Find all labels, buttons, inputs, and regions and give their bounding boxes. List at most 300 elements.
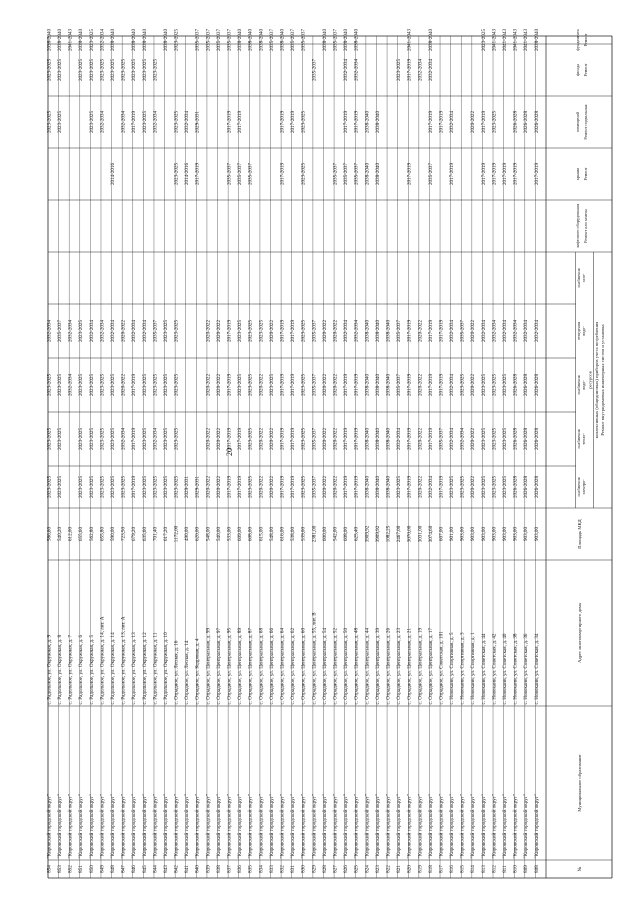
- foundation-cell: 2023-2025: [480, 28, 487, 52]
- address-cell: с. Отрадное, ул. Центральная, д. 54: [321, 627, 328, 705]
- heat-cell: 2026-2028: [533, 427, 540, 451]
- sewer-cell: 2032-2034: [512, 319, 519, 343]
- area-cell: 903,00: [480, 526, 487, 542]
- foundation-cell: 2038-2040: [162, 28, 169, 52]
- facade-cell: 2023-2025: [88, 58, 95, 82]
- foundation-cell: 2035-2037: [226, 28, 233, 52]
- municipality-cell: "Кировский городской округ": [120, 794, 127, 859]
- foundation-cell: 2023-2025: [88, 28, 95, 52]
- sewer-cell: 2032-2034: [343, 319, 350, 343]
- municipality-cell: "Кировский городской округ": [470, 794, 477, 859]
- water-cell: 2026-2028: [533, 373, 540, 397]
- address-cell: с. Радольное, ул. Окружная, д. 10: [162, 632, 169, 705]
- heat-cell: 2017-2019: [131, 427, 138, 451]
- sewer-cell: 2035-2037: [459, 319, 466, 343]
- address-cell: с. Радольное, ул. Окружная, д. 6: [78, 634, 85, 705]
- electric-cell: 2020-2022: [417, 475, 424, 499]
- row-number: 811: [502, 865, 509, 873]
- foundation-cell: 2035-2037: [290, 28, 297, 52]
- address-cell: с. Радольное, ул. Окружная, д. 13, лит. А: [120, 616, 127, 705]
- electric-cell: 2035-2037: [311, 475, 318, 499]
- water-cell: 2023-2025: [56, 373, 63, 397]
- heat-cell: 2017-2019: [237, 427, 244, 451]
- header-electric: снабжения: [575, 477, 581, 497]
- foundation-cell: 2038-2040: [56, 28, 63, 52]
- area-cell: 600,00: [321, 526, 328, 542]
- heat-cell: 2020-2022: [470, 427, 477, 451]
- municipality-cell: "Кировский городской округ": [459, 794, 466, 859]
- municipality-cell: "Кировский городской округ": [56, 794, 63, 859]
- facade-cell: 2023-2025: [99, 58, 106, 82]
- roof-cell: 2035-2037: [237, 162, 244, 186]
- foundation-cell: 2038-2040: [78, 28, 85, 52]
- sewer-cell: 2017-2019: [438, 319, 445, 343]
- basement-cell: 2017-2019: [427, 110, 434, 134]
- municipality-cell: "Кировский городской округ": [226, 794, 233, 859]
- water-cell: 2020-2022: [332, 373, 339, 397]
- electric-cell: 2017-2019: [290, 475, 297, 499]
- facade-cell: 2035-2037: [311, 58, 318, 82]
- roof-cell: 2017-2019: [533, 162, 540, 186]
- row-number: 834: [258, 865, 265, 873]
- address-cell: с. Радольное, ул. Окружная, д. 14, лит. А: [99, 616, 106, 705]
- electric-cell: 2017-2019: [438, 475, 445, 499]
- roof-cell: 2035-2037: [226, 162, 233, 186]
- basement-cell: 2026-2028: [523, 110, 530, 134]
- area-cell: 901,00: [449, 526, 456, 542]
- electric-cell: 2023-2025: [99, 475, 106, 499]
- sewer-cell: 2032-2034: [109, 319, 116, 343]
- heat-cell: 2020-2022: [215, 427, 222, 451]
- address-cell: с. Отрадное, ул. Центральная, д. 17: [427, 627, 434, 705]
- area-cell: 542,00: [332, 526, 339, 542]
- header-water: водо-: [580, 380, 586, 390]
- water-cell: 2038-2040: [364, 373, 371, 397]
- water-cell: 2020-2022: [215, 373, 222, 397]
- basement-cell: 2017-2019: [438, 110, 445, 134]
- row-number: 815: [459, 865, 466, 873]
- sewer-cell: 2032-2034: [141, 319, 148, 343]
- foundation-cell: 2038-2040: [427, 28, 434, 52]
- row-number: 809: [523, 865, 530, 873]
- municipality-cell: "Кировский городской округ": [247, 794, 254, 859]
- heat-cell: 2017-2019: [279, 427, 286, 451]
- header-municipality: Муниципальное образование: [577, 754, 582, 812]
- roof-cell: 2014-2016: [109, 162, 116, 186]
- foundation-cell: 2038-2040: [131, 28, 138, 52]
- electric-cell: 2017-2019: [226, 475, 233, 499]
- address-cell: с. Новокаин, ул. Советская, д. 42: [491, 633, 498, 705]
- address-cell: с. Отрадное, ул. Центральная, д. 87: [247, 627, 254, 705]
- row-number: 824: [364, 865, 371, 873]
- water-cell: 2020-2022: [417, 373, 424, 397]
- water-cell: 2020-2022: [258, 373, 265, 397]
- address-cell: с. Отрадное, ул. Центральная, д. 95: [226, 627, 233, 705]
- row-number: 831: [290, 865, 297, 873]
- municipality-cell: "Кировский городской округ": [290, 794, 297, 859]
- municipality-cell: "Кировский городской округ": [131, 794, 138, 859]
- foundation-cell: 2038-2040: [247, 28, 254, 52]
- facade-cell: 2023-2025: [46, 58, 53, 82]
- row-number: 839: [205, 865, 212, 873]
- basement-cell: 2038-2040: [364, 110, 371, 134]
- sewer-cell: 2035-2037: [56, 319, 63, 343]
- sewer-cell: 2032-2034: [491, 319, 498, 343]
- row-number: 828: [321, 865, 328, 873]
- electric-cell: 2020-2022: [332, 475, 339, 499]
- water-cell: 2023-2025: [152, 373, 159, 397]
- roof-cell: 2017-2019: [512, 162, 519, 186]
- electric-cell: 2023-2025: [459, 475, 466, 499]
- area-cell: 903,00: [512, 526, 519, 542]
- sewer-cell: 2020-2022: [268, 319, 275, 343]
- area-cell: 490,00: [184, 526, 191, 542]
- area-cell: 533,00: [226, 526, 233, 542]
- row-number: 838: [215, 865, 222, 873]
- sewer-cell: 2032-2034: [502, 319, 509, 343]
- area-cell: 538,00: [290, 526, 297, 542]
- foundation-cell: 2041-2043: [491, 28, 498, 52]
- electric-cell: 2023-2025: [173, 475, 180, 499]
- address-cell: с. Отрадное, ул. Центральная, д. 26: [385, 627, 392, 705]
- row-number: 850: [88, 865, 95, 873]
- water-cell: 2020-2022: [321, 373, 328, 397]
- address-cell: с. Радольное, ул. Окружная, д. 8: [56, 634, 63, 705]
- basement-cell: 2017-2019: [237, 110, 244, 134]
- sewer-cell: 2038-2040: [385, 319, 392, 343]
- municipality-cell: "Кировский городской округ": [353, 794, 360, 859]
- electric-cell: 2023-2025: [502, 475, 509, 499]
- basement-cell: 2038-2040: [374, 110, 381, 134]
- address-cell: с. Отрадное, ул. Центральная, д. 44: [364, 627, 371, 705]
- sewer-cell: 2023-2025: [237, 319, 244, 343]
- municipality-cell: "Кировский городской округ": [205, 794, 212, 859]
- water-cell: 2017-2019: [406, 373, 413, 397]
- municipality-cell: "Кировский городской округ": [364, 794, 371, 859]
- water-cell: 2017-2019: [427, 373, 434, 397]
- water-cell: 2017-2019: [353, 373, 360, 397]
- facade-cell: 2023-2025: [152, 58, 159, 82]
- electric-cell: 2023-2025: [88, 475, 95, 499]
- municipality-cell: "Кировский городской округ": [184, 794, 191, 859]
- row-number: 847: [120, 865, 127, 873]
- header-repair-group: Ремонт внутридомовых инженерных систем и установка: [600, 324, 605, 436]
- heat-cell: 2017-2019: [427, 427, 434, 451]
- municipality-cell: "Кировский городской округ": [279, 794, 286, 859]
- sewer-cell: 2032-2034: [449, 319, 456, 343]
- sewer-cell: 2017-2019: [290, 319, 297, 343]
- water-cell: 2020-2022: [120, 373, 127, 397]
- address-cell: с. Радольное, ул. Окружная, д. 13: [131, 632, 138, 705]
- header-roof: Ремонт: [583, 167, 588, 181]
- electric-cell: 2023-2025: [396, 475, 403, 499]
- area-cell: 679,20: [131, 526, 138, 542]
- roof-cell: 2017-2019: [194, 162, 201, 186]
- sewer-cell: 2020-2022: [417, 319, 424, 343]
- address-cell: с. Отрадное, ул. Советская, д. 101: [438, 631, 445, 705]
- sewer-cell: 2017-2019: [406, 319, 413, 343]
- foundation-cell: 2035-2037: [215, 28, 222, 52]
- sewer-cell: 2032-2034: [99, 319, 106, 343]
- address-cell: с. Радольное, ул. Окружная, д. 5: [88, 634, 95, 705]
- water-cell: 2032-2034: [67, 373, 74, 397]
- address-cell: с. Отрадное, ул. Центральная, д. 68: [258, 627, 265, 705]
- address-cell: с. Радольное, ул. Окружная, д. 12: [141, 632, 148, 705]
- municipality-cell: "Кировский городской округ": [194, 794, 201, 859]
- municipality-cell: "Кировский городской округ": [300, 794, 307, 859]
- heat-cell: 2032-2034: [120, 427, 127, 451]
- facade-cell: 2023-2025: [131, 58, 138, 82]
- address-cell: с. Новокаин, ул. Спортивная, д. 1: [470, 632, 477, 705]
- municipality-cell: "Кировский городской округ": [512, 794, 519, 859]
- page-number: 20: [225, 448, 234, 456]
- municipality-cell: "Кировский городской округ": [417, 794, 424, 859]
- facade-cell: 2023-2025: [120, 58, 127, 82]
- electric-cell: 2020-2022: [268, 475, 275, 499]
- sewer-cell: 2035-2037: [311, 319, 318, 343]
- heat-cell: 2035-2037: [438, 427, 445, 451]
- area-cell: 540,00: [215, 526, 222, 542]
- address-cell: с. Отрадное, ул. Центральная, д. 99: [205, 627, 212, 705]
- heat-cell: 2032-2034: [459, 427, 466, 451]
- header-gas: газо-: [580, 273, 586, 283]
- sewer-cell: 2017-2019: [427, 319, 434, 343]
- sewer-cell: 2032-2034: [533, 319, 540, 343]
- heat-cell: 2017-2019: [343, 427, 350, 451]
- row-number: 826: [343, 865, 350, 873]
- heat-cell: 2038-2040: [374, 427, 381, 451]
- sewer-cell: 2020-2022: [215, 319, 222, 343]
- municipality-cell: "Кировский городской округ": [523, 794, 530, 859]
- header-address: Адрес многоквартирного дома: [577, 603, 582, 663]
- water-cell: 2017-2019: [438, 373, 445, 397]
- basement-cell: 2017-2019: [131, 110, 138, 134]
- area-cell: 903,00: [502, 526, 509, 542]
- water-cell: 2017-2019: [279, 373, 286, 397]
- row-number: 812: [491, 865, 498, 873]
- heat-cell: 2023-2025: [491, 427, 498, 451]
- row-number: 852: [67, 865, 74, 873]
- municipality-cell: "Кировский городской округ": [162, 794, 169, 859]
- area-cell: 586,60: [46, 526, 53, 542]
- facade-cell: 2023-2025: [396, 58, 403, 82]
- row-number: 819: [417, 865, 424, 873]
- water-cell: 2023-2025: [88, 373, 95, 397]
- foundation-cell: 2041-2043: [523, 28, 530, 52]
- electric-cell: 2020-2022: [321, 475, 328, 499]
- heat-cell: 2020-2022: [205, 427, 212, 451]
- basement-cell: 2032-2034: [152, 110, 159, 134]
- electric-cell: 2029-2031: [194, 475, 201, 499]
- water-cell: 2023-2025: [141, 373, 148, 397]
- electric-cell: 2023-2025: [152, 475, 159, 499]
- water-cell: 2020-2022: [205, 373, 212, 397]
- row-number: 808: [533, 865, 540, 873]
- municipality-cell: "Кировский городской округ": [141, 794, 148, 859]
- roof-cell: 2017-2019: [279, 162, 286, 186]
- heat-cell: 2026-2028: [523, 427, 530, 451]
- municipality-cell: "Кировский городской округ": [237, 794, 244, 859]
- sewer-cell: 2038-2040: [374, 319, 381, 343]
- row-number: 817: [438, 865, 445, 873]
- address-cell: с. Радольное, ул. Окружная, д. 9: [46, 634, 53, 705]
- electric-cell: 2023-2025: [247, 475, 254, 499]
- row-number: 853: [56, 865, 63, 873]
- roof-cell: 2035-2037: [343, 162, 350, 186]
- header-foundation: Ремонт: [583, 33, 588, 47]
- address-cell: с. Отрадное, ул. Центральная, д. 48: [353, 627, 360, 705]
- facade-cell: 2032-2034: [417, 58, 424, 82]
- header-basement: помещений: [575, 111, 580, 133]
- electric-cell: 2023-2025: [109, 475, 116, 499]
- water-cell: 2026-2028: [523, 373, 530, 397]
- roof-cell: 2023-2025: [300, 162, 307, 186]
- row-number: 842: [173, 865, 180, 873]
- row-number: 832: [279, 865, 286, 873]
- foundation-cell: 2035-2037: [205, 28, 212, 52]
- address-cell: с. Отрадное, ул. Центральная, д. 21: [406, 627, 413, 705]
- area-cell: 609,00: [237, 526, 244, 542]
- foundation-cell: 2038-2040: [46, 28, 53, 52]
- roof-cell: 2017-2019: [406, 162, 413, 186]
- roof-cell: 2035-2037: [247, 162, 254, 186]
- water-cell: 2038-2040: [385, 373, 392, 397]
- water-cell: 2017-2019: [343, 373, 350, 397]
- address-cell: с. Отрадное, ул. Центральная, д. 39: [374, 627, 381, 705]
- address-cell: с. Новокаин, ул. Советская, д. 44: [480, 633, 487, 705]
- header-facade: фасада: [575, 63, 580, 77]
- electric-cell: 2023-2025: [480, 475, 487, 499]
- roof-cell: 2017-2019: [480, 162, 487, 186]
- row-number: 820: [406, 865, 413, 873]
- sewer-cell: 2020-2022: [205, 319, 212, 343]
- roof-cell: 2023-2025: [173, 162, 180, 186]
- municipality-cell: "Кировский городской округ": [491, 794, 498, 859]
- municipality-cell: "Кировский городской округ": [173, 794, 180, 859]
- water-cell: 2023-2025: [491, 373, 498, 397]
- basement-cell: 2026-2028: [512, 110, 519, 134]
- row-number: 844: [152, 865, 159, 873]
- basement-cell: 2023-2025: [491, 110, 498, 134]
- heat-cell: 2032-2034: [152, 427, 159, 451]
- heat-cell: 2023-2025: [502, 427, 509, 451]
- heat-cell: 2023-2025: [480, 427, 487, 451]
- area-cell: 548,00: [268, 526, 275, 542]
- address-cell: с. Отрадное, ул. Центральная, д. 60: [300, 627, 307, 705]
- sewer-cell: 2023-2025: [173, 319, 180, 343]
- foundation-cell: 2038-2040: [237, 28, 244, 52]
- header-repair-group: коллективных (общедомовых) приборов учета потребления: [594, 321, 599, 439]
- electric-cell: 2017-2019: [279, 475, 286, 499]
- sewer-cell: 2035-2037: [396, 319, 403, 343]
- foundation-cell: 2038-2040: [109, 28, 116, 52]
- basement-cell: 2017-2019: [353, 110, 360, 134]
- electric-cell: 2023-2025: [78, 475, 85, 499]
- electric-cell: 2017-2019: [353, 475, 360, 499]
- electric-cell: 2020-2022: [470, 475, 477, 499]
- basement-cell: 2023-2025: [46, 110, 53, 134]
- basement-cell: 2023-2025: [173, 110, 180, 134]
- area-cell: 723,50: [120, 526, 127, 542]
- area-cell: 548,00: [205, 526, 212, 542]
- sewer-cell: 2023-2025: [258, 319, 265, 343]
- area-cell: 625,40: [353, 526, 360, 542]
- area-cell: 612,00: [67, 526, 74, 542]
- water-cell: 2017-2019: [226, 373, 233, 397]
- foundation-cell: 2032-2034: [99, 28, 106, 52]
- electric-cell: 2029-2031: [184, 475, 191, 499]
- municipality-cell: "Кировский городской округ": [427, 794, 434, 859]
- heat-cell: 2023-2025: [109, 427, 116, 451]
- row-number: 851: [78, 865, 85, 873]
- sewer-cell: 2038-2040: [364, 319, 371, 343]
- water-cell: 2023-2025: [78, 373, 85, 397]
- header-roof: крыши: [575, 167, 580, 181]
- municipality-cell: "Кировский городской округ": [311, 794, 318, 859]
- heat-cell: 2017-2019: [406, 427, 413, 451]
- foundation-cell: 2038-2040: [343, 28, 350, 52]
- heat-cell: 2017-2019: [290, 427, 297, 451]
- municipality-cell: "Кировский городской округ": [67, 794, 74, 859]
- sewer-cell: 2023-2025: [162, 319, 169, 343]
- header-no: №: [578, 866, 583, 872]
- electric-cell: 2026-2028: [512, 475, 519, 499]
- water-cell: 2017-2019: [131, 373, 138, 397]
- area-cell: 701,40: [152, 526, 159, 542]
- row-number: 835: [247, 865, 254, 873]
- header-area: Площадь МКД: [577, 519, 582, 549]
- municipality-cell: "Кировский городской округ": [88, 794, 95, 859]
- row-number: 849: [99, 865, 106, 873]
- row-number: 829: [311, 865, 318, 873]
- heat-cell: 2023-2025: [56, 427, 63, 451]
- header-sewer: водо-: [580, 326, 586, 336]
- water-cell: 2035-2037: [311, 373, 318, 397]
- municipality-cell: "Кировский городской округ": [385, 794, 392, 859]
- row-number: 813: [480, 865, 487, 873]
- header-elevator: Ремонт или замена: [583, 209, 588, 243]
- foundation-cell: 2041-2043: [406, 28, 413, 52]
- municipality-cell: "Кировский городской округ": [78, 794, 85, 859]
- water-cell: 2023-2025: [480, 373, 487, 397]
- electric-cell: 2023-2025: [300, 475, 307, 499]
- water-cell: 2020-2022: [470, 373, 477, 397]
- heat-cell: 2020-2022: [258, 427, 265, 451]
- heat-cell: 2032-2034: [396, 427, 403, 451]
- address-cell: с. Отрадное, ул. Центральная, д. 23: [396, 627, 403, 705]
- header-heat: снабжения: [575, 429, 581, 449]
- address-cell: с. Новокаин, ул. Спортивная, д. 3: [459, 632, 466, 705]
- address-cell: с. Радольное, ул. Окружная, д. 14: [109, 632, 116, 705]
- water-cell: 2023-2025: [46, 373, 53, 397]
- area-cell: 607,00: [438, 526, 445, 542]
- area-cell: 655,60: [78, 526, 85, 542]
- municipality-cell: "Кировский городской округ": [46, 794, 53, 859]
- sewer-cell: 2020-2022: [120, 319, 127, 343]
- heat-cell: 2026-2028: [512, 427, 519, 451]
- basement-cell: 2017-2019: [226, 110, 233, 134]
- heat-cell: 2020-2022: [268, 427, 275, 451]
- municipality-cell: "Кировский городской округ": [374, 794, 381, 859]
- area-cell: 903,00: [491, 526, 498, 542]
- roof-cell: 2014-2016: [184, 162, 191, 186]
- area-cell: 617,20: [162, 526, 169, 542]
- row-number: 816: [449, 865, 456, 873]
- row-number: 840: [194, 865, 201, 873]
- address-cell: с. Новокаин, ул. Советская, д. 38: [512, 633, 519, 705]
- row-number: 845: [141, 865, 148, 873]
- water-cell: 2023-2025: [109, 373, 116, 397]
